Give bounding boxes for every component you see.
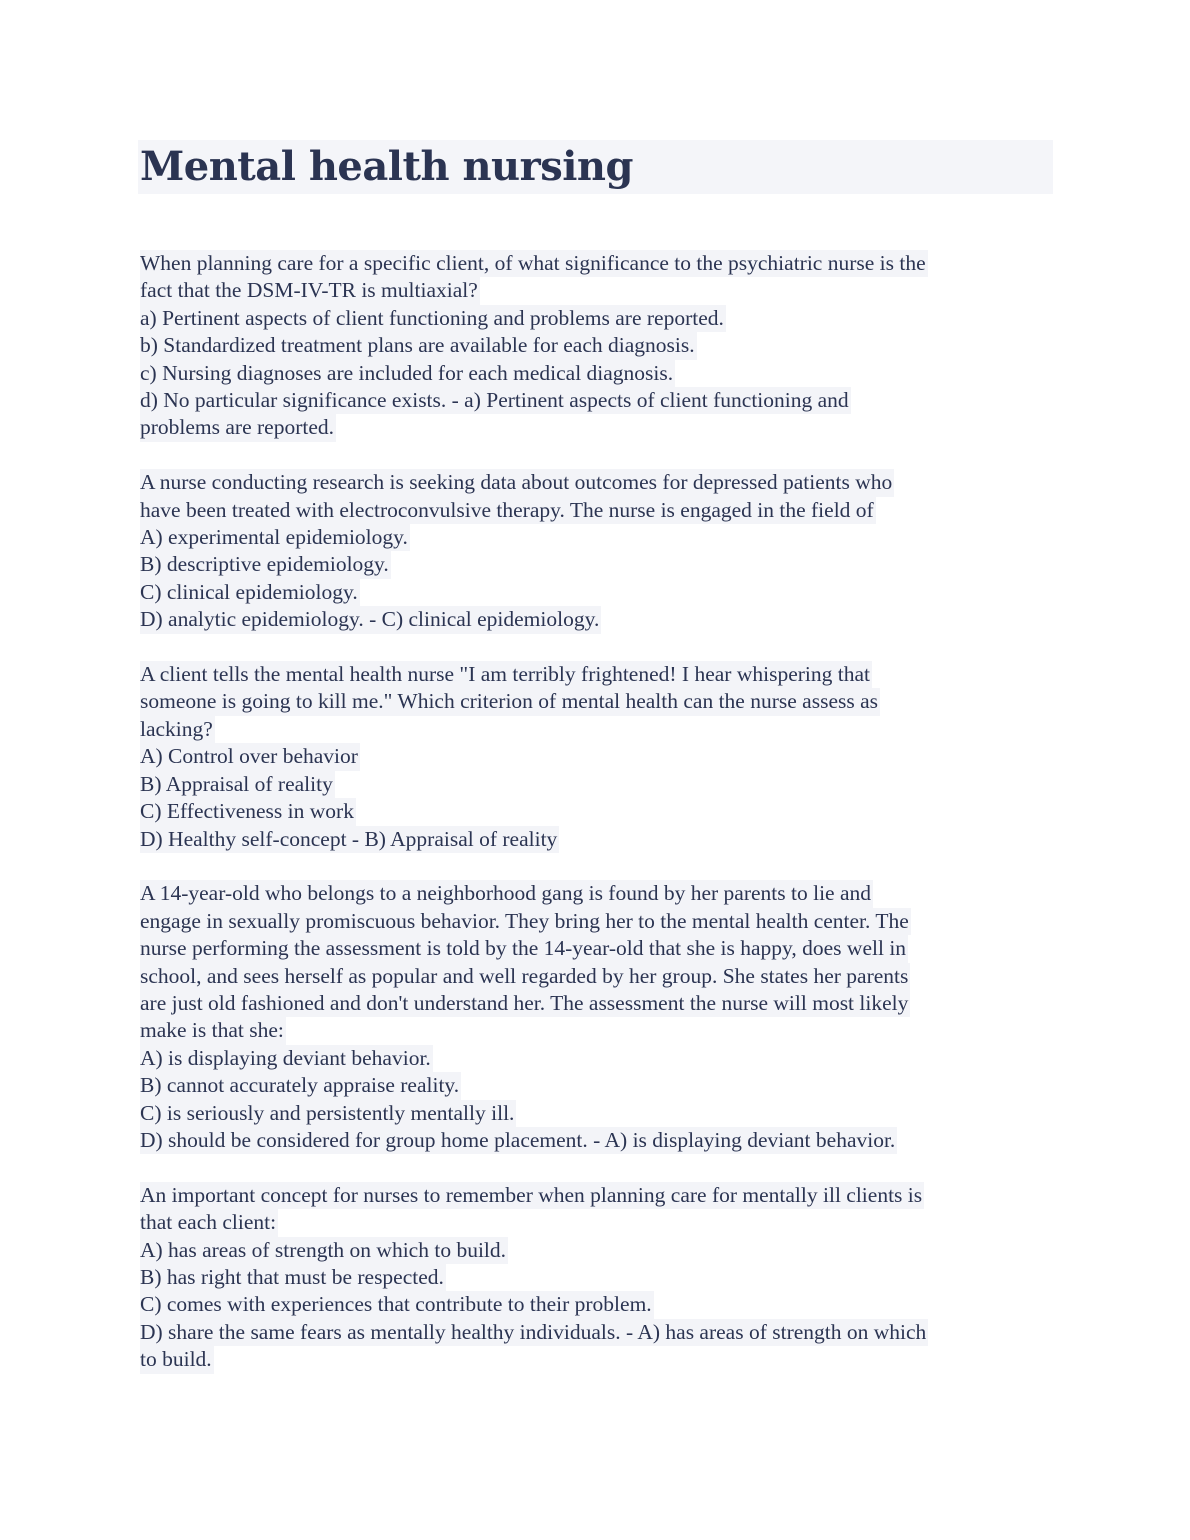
question-block	[138, 469, 1054, 633]
answer-option: c) Nursing diagnoses are included for each medical diagnosis.	[140, 360, 675, 387]
question-text-line: school, and sees herself as popular and well regarded by her group. She states her parents	[140, 963, 910, 990]
answer-option: A) experimental epidemiology.	[140, 524, 410, 551]
question-text-line: that each client:	[140, 1209, 278, 1236]
question-text-line: nurse performing the assessment is told by the 14-year-old that she is happy, does well in	[140, 935, 908, 962]
question-text-line: A nurse conducting research is seeking data about outcomes for depressed patients who	[140, 469, 894, 496]
question-text-line: A client tells the mental health nurse "I am terribly frightened! I hear whispering that	[140, 661, 872, 688]
question-text-line: make is that she:	[140, 1017, 286, 1044]
title-band	[138, 140, 1053, 194]
answer-option: A) Control over behavior	[140, 743, 360, 770]
question-text-line: When planning care for a specific client, of what significance to the psychiatric nurse is the	[140, 250, 928, 277]
answer-option-with-key: D) should be considered for group home placement. - A) is displaying deviant behavior.	[140, 1127, 897, 1154]
question-text-line: A 14-year-old who belongs to a neighborhood gang is found by her parents to lie and	[140, 880, 873, 907]
answer-key-line: to build.	[140, 1346, 214, 1373]
question-text-line: engage in sexually promiscuous behavior. They bring her to the mental health center. The	[140, 908, 911, 935]
question-block	[138, 661, 1054, 853]
answer-key-line: problems are reported.	[140, 414, 336, 441]
question-block	[138, 1182, 1054, 1374]
question-text-line: someone is going to kill me." Which criterion of mental health can the nurse assess as	[140, 688, 880, 715]
question-text-line: are just old fashioned and don't understand her. The assessment the nurse will most likely	[140, 990, 910, 1017]
answer-option: B) has right that must be respected.	[140, 1264, 446, 1291]
question-block	[138, 880, 1054, 1154]
answer-option: A) has areas of strength on which to build.	[140, 1237, 508, 1264]
question-text-line: An important concept for nurses to remember when planning care for mentally ill clients is	[140, 1182, 924, 1209]
answer-option-with-key: D) Healthy self-concept - B) Appraisal of reality	[140, 826, 559, 853]
document-page	[138, 140, 1054, 1401]
answer-option: B) descriptive epidemiology.	[140, 551, 391, 578]
answer-option-with-key: D) analytic epidemiology. - C) clinical epidemiology.	[140, 606, 601, 633]
question-text-line: have been treated with electroconvulsive therapy. The nurse is engaged in the field of	[140, 497, 876, 524]
question-text-line: lacking?	[140, 716, 215, 743]
page-title: Mental health nursing	[140, 143, 633, 190]
question-text-line: fact that the DSM-IV-TR is multiaxial?	[140, 277, 480, 304]
answer-option-with-key: D) share the same fears as mentally healthy individuals. - A) has areas of strength on which	[140, 1319, 928, 1346]
answer-option-with-key: d) No particular significance exists. - a) Pertinent aspects of client functioning and	[140, 387, 851, 414]
question-block	[138, 250, 1054, 442]
answer-option: b) Standardized treatment plans are available for each diagnosis.	[140, 332, 697, 359]
answer-option: C) comes with experiences that contribute to their problem.	[140, 1291, 654, 1318]
answer-option: A) is displaying deviant behavior.	[140, 1045, 433, 1072]
question-list	[138, 250, 1054, 1374]
answer-option: B) Appraisal of reality	[140, 771, 335, 798]
answer-option: C) Effectiveness in work	[140, 798, 356, 825]
answer-option: a) Pertinent aspects of client functioning and problems are reported.	[140, 305, 726, 332]
answer-option: C) clinical epidemiology.	[140, 579, 360, 606]
answer-option: C) is seriously and persistently mentally ill.	[140, 1100, 516, 1127]
answer-option: B) cannot accurately appraise reality.	[140, 1072, 461, 1099]
